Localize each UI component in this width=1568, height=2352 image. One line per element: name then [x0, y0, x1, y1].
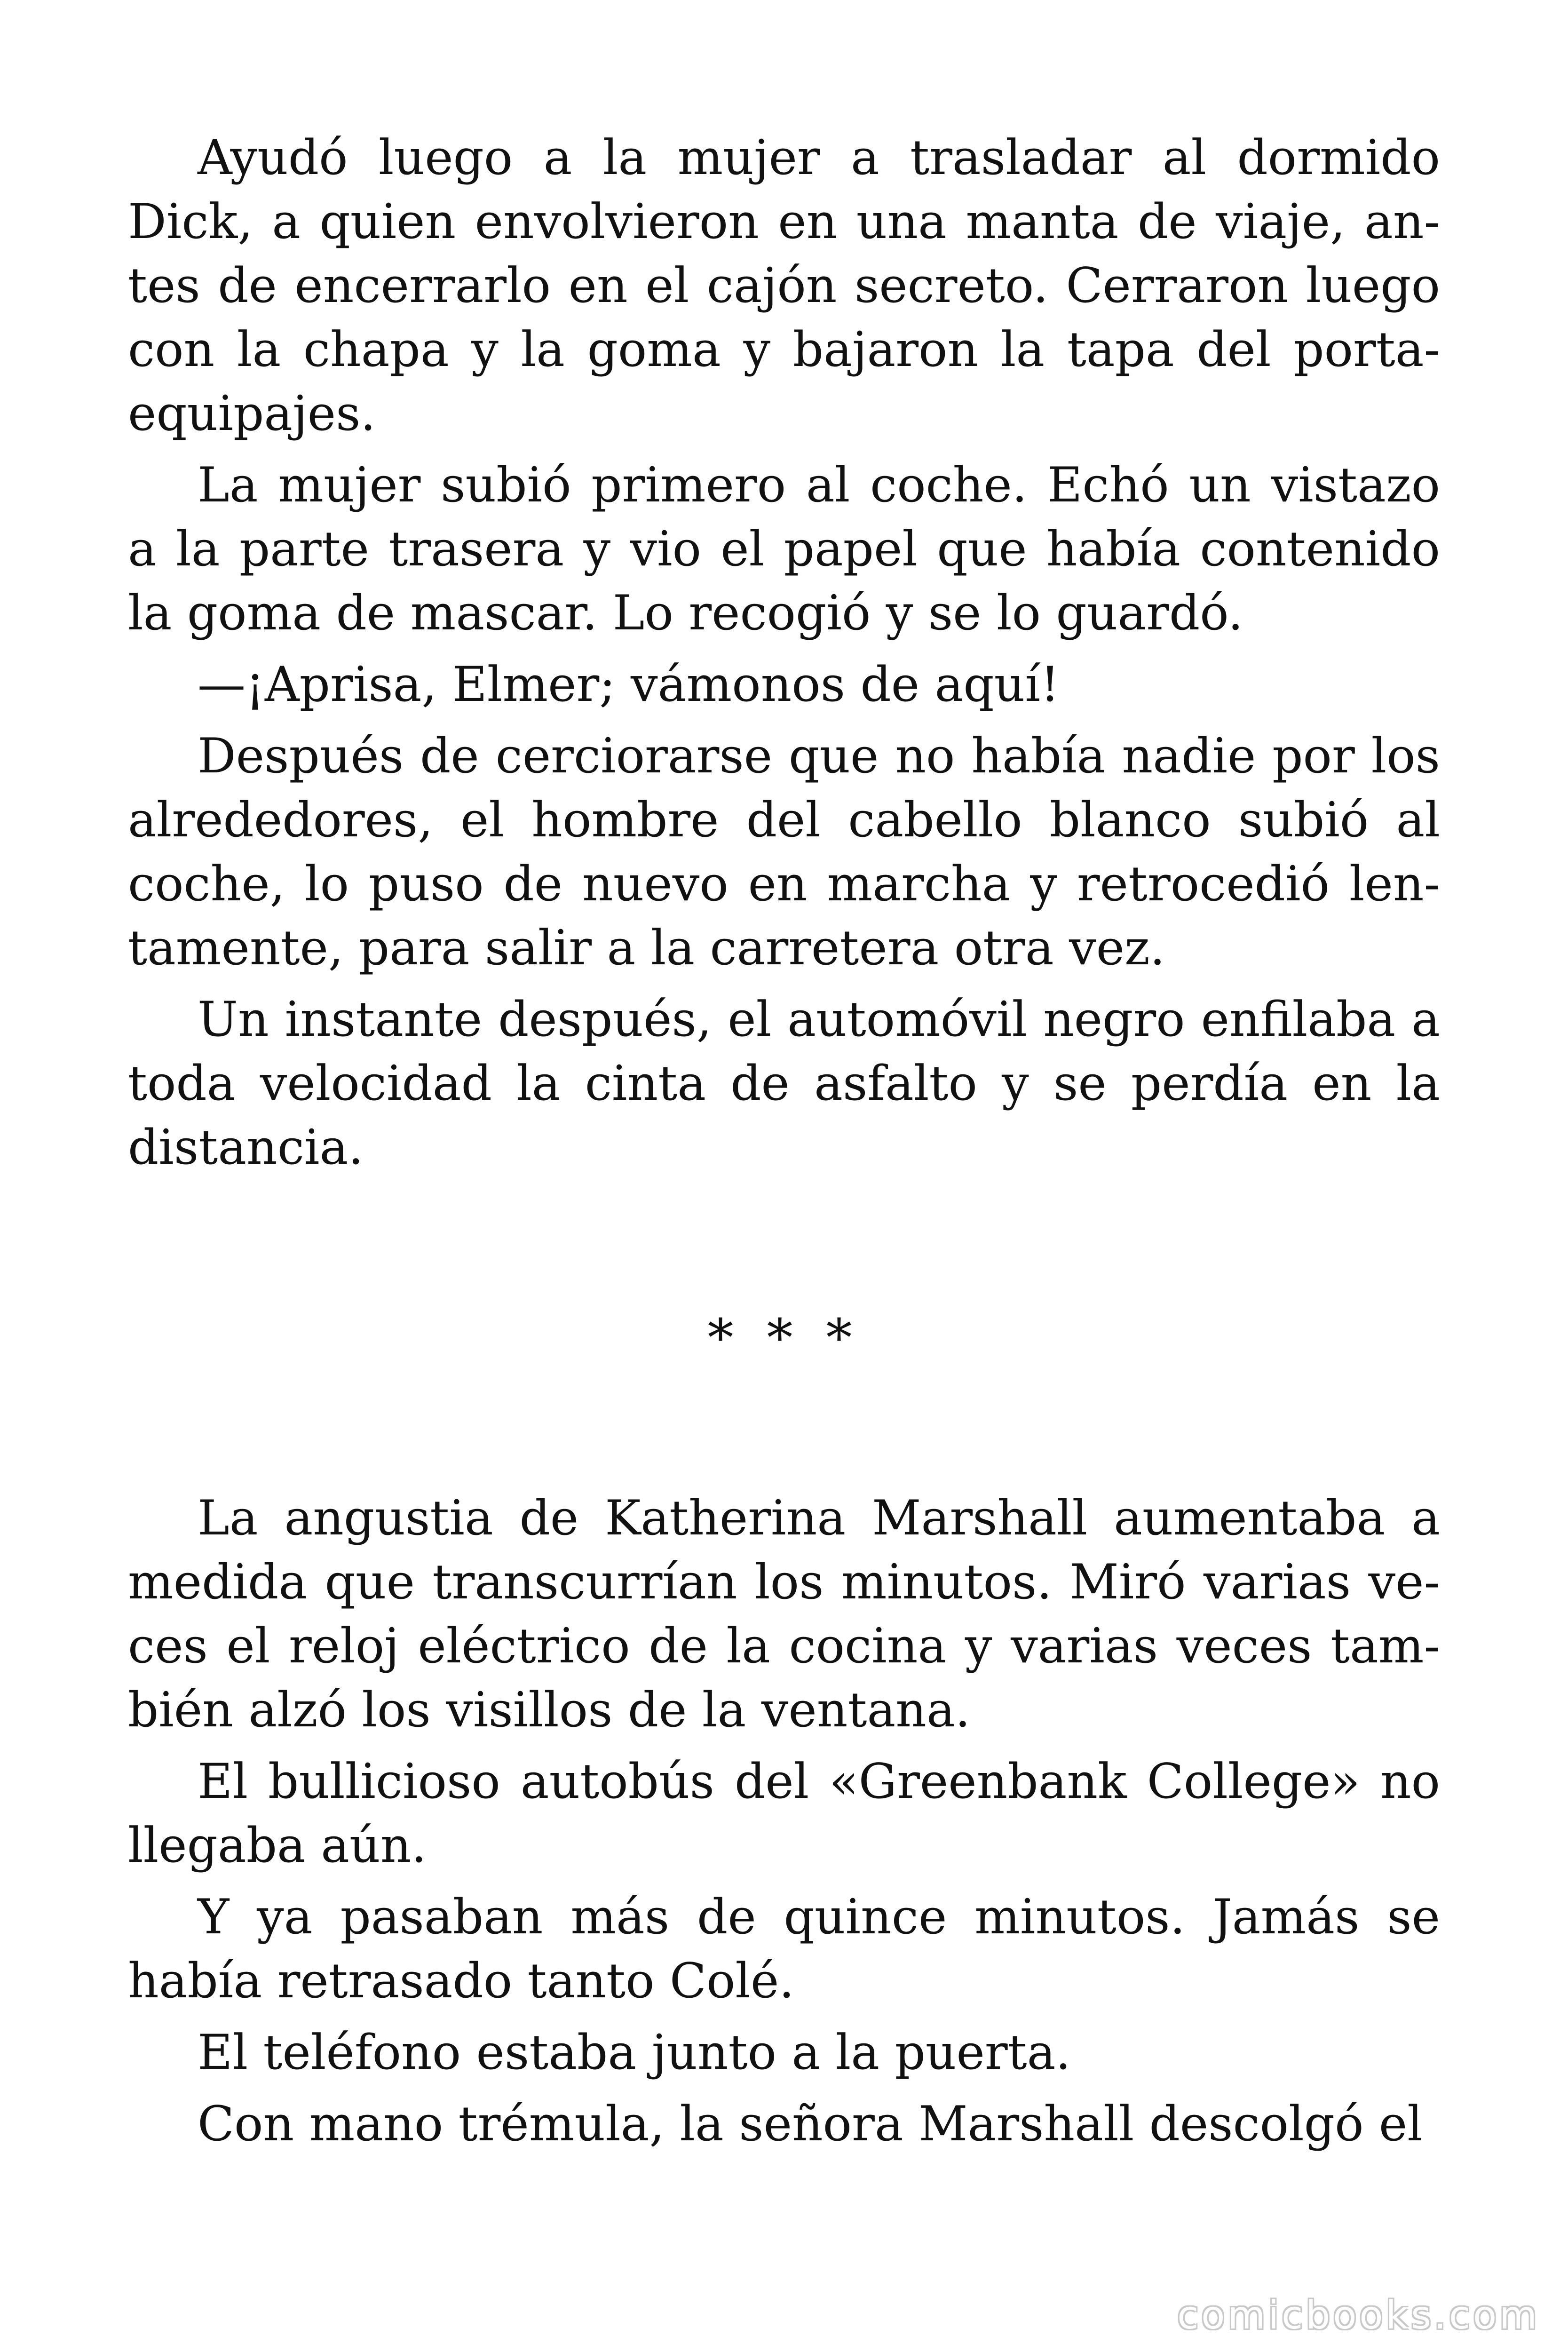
- paragraph: La angustia de Katherina Marshall aumentaba a medida que transcurrían los minutos. Miró varias veces el reloj eléctrico de la cocina y varias veces también alzó los visillos de la ventana.: [128, 1490, 1440, 1738]
- paragraph: Con mano trémula, la señora Marshall descolgó el: [198, 2096, 1423, 2152]
- paragraph: Después de cerciorarse que no había nadie por los alrededores, el hombre del cabello blanco subió al coche, lo puso de nuevo en marcha y retrocedió lentamente, para salir a la carretera otra vez.: [128, 728, 1440, 976]
- paragraph: El bullicioso autobús del «Greenbank College» no llegaba aún.: [128, 1754, 1440, 1874]
- paragraph: Ayudó luego a la mujer a trasladar al dormido Dick, a quien envolvieron en una manta de viaje, antes de encerrarlo en el cajón secreto. Cerraron luego con la chapa y la goma y bajaron la tapa del portaequipajes.: [128, 130, 1440, 442]
- watermark: comicbooks.com: [1177, 2293, 1540, 2338]
- paragraph: La mujer subió primero al coche. Echó un vistazo a la parte trasera y vio el papel que había contenido la goma de mascar. Lo recogió y se lo guardó.: [128, 457, 1440, 641]
- text-section-one: [128, 126, 1440, 1187]
- paragraph: Y ya pasaban más de quince minutos. Jamás se había retrasado tanto Colé.: [128, 1889, 1440, 2009]
- paragraph: El teléfono estaba junto a la puerta.: [198, 2025, 1071, 2081]
- scene-break-asterisks: * * *: [707, 1308, 861, 1368]
- dialogue-paragraph: —¡Aprisa, Elmer; vámonos de aquí!: [198, 657, 1060, 713]
- paragraph: Un instante después, el automóvil negro enfilaba a toda velocidad la cinta de asfalto y se perdía en la distancia.: [128, 992, 1440, 1176]
- text-section-two: [128, 1486, 1440, 2164]
